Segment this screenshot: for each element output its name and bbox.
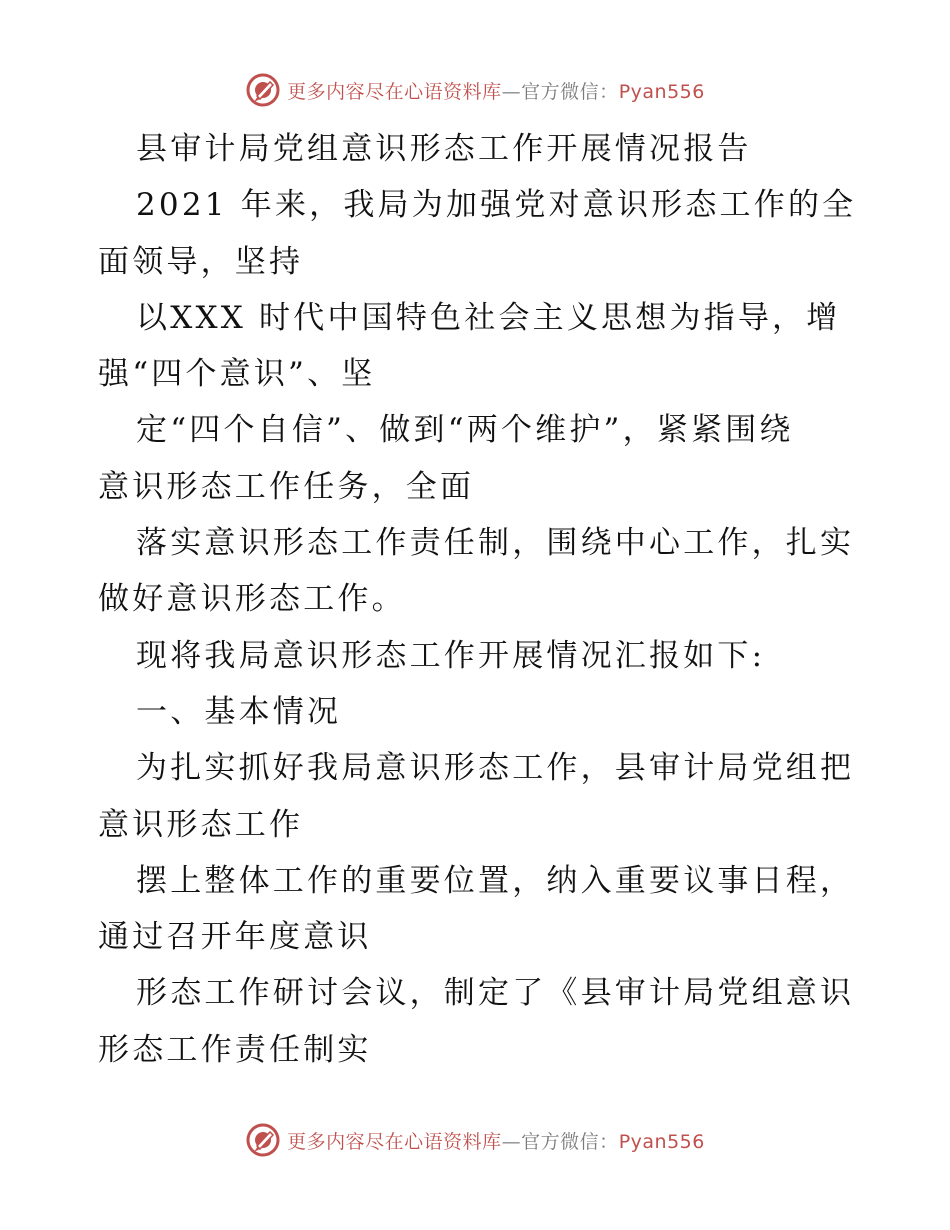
paragraph-line: 现将我局意识形态工作开展情况汇报如下: xyxy=(136,637,766,674)
paragraph-line: 落实意识形态工作责任制，围绕中心工作，扎实 xyxy=(136,525,855,562)
document-title: 县审计局党组意识形态工作开展情况报告 xyxy=(136,131,752,167)
footer-banner xyxy=(0,1118,950,1162)
footer-banner-link[interactable] xyxy=(245,1122,705,1158)
banner-wechat-id: Pyan556 xyxy=(618,80,705,103)
document-body xyxy=(98,121,858,1078)
banner-dash: — xyxy=(501,80,522,103)
section-heading: 一、基本情况 xyxy=(136,693,342,730)
banner-official-label: 官方微信： xyxy=(521,80,619,103)
banner-official-label: 官方微信： xyxy=(521,1130,619,1153)
seal-logo-icon xyxy=(245,1122,281,1158)
paragraph-line: 为扎实抓好我局意识形态工作，县审计局党组把 xyxy=(136,750,855,787)
paragraph-line: 做好意识形态工作。 xyxy=(98,581,406,618)
paragraph-line: 以XXX 时代中国特色社会主义思想为指导，增 xyxy=(136,299,841,336)
banner-wechat-id: Pyan556 xyxy=(618,1130,705,1153)
banner-brand-text: 更多内容尽在心语资料库 xyxy=(287,80,502,103)
header-banner-link[interactable] xyxy=(245,72,705,108)
paragraph-line: 通过召开年度意识 xyxy=(98,919,372,956)
paragraph-line: 面领导，坚持 xyxy=(98,243,304,280)
paragraph-line: 形态工作研讨会议，制定了《县审计局党组意识 xyxy=(136,975,855,1012)
paragraph-line: 强“四个意识”、坚 xyxy=(98,356,376,393)
paragraph-line: 意识形态工作 xyxy=(98,806,304,843)
paragraph-line: 意识形态工作任务，全面 xyxy=(98,468,475,505)
paragraph-line: 2021 年来，我局为加强党对意识形态工作的全 xyxy=(136,187,857,224)
banner-dash: — xyxy=(501,1130,522,1153)
paragraph-line: 摆上整体工作的重要位置，纳入重要议事日程， xyxy=(136,862,855,899)
header-banner xyxy=(0,68,950,112)
paragraph-line: 形态工作责任制实 xyxy=(98,1031,372,1068)
seal-logo-icon xyxy=(245,72,281,108)
paragraph-line: 定“四个自信”、做到“两个维护”，紧紧围绕 xyxy=(136,412,794,449)
banner-brand-text: 更多内容尽在心语资料库 xyxy=(287,1130,502,1153)
